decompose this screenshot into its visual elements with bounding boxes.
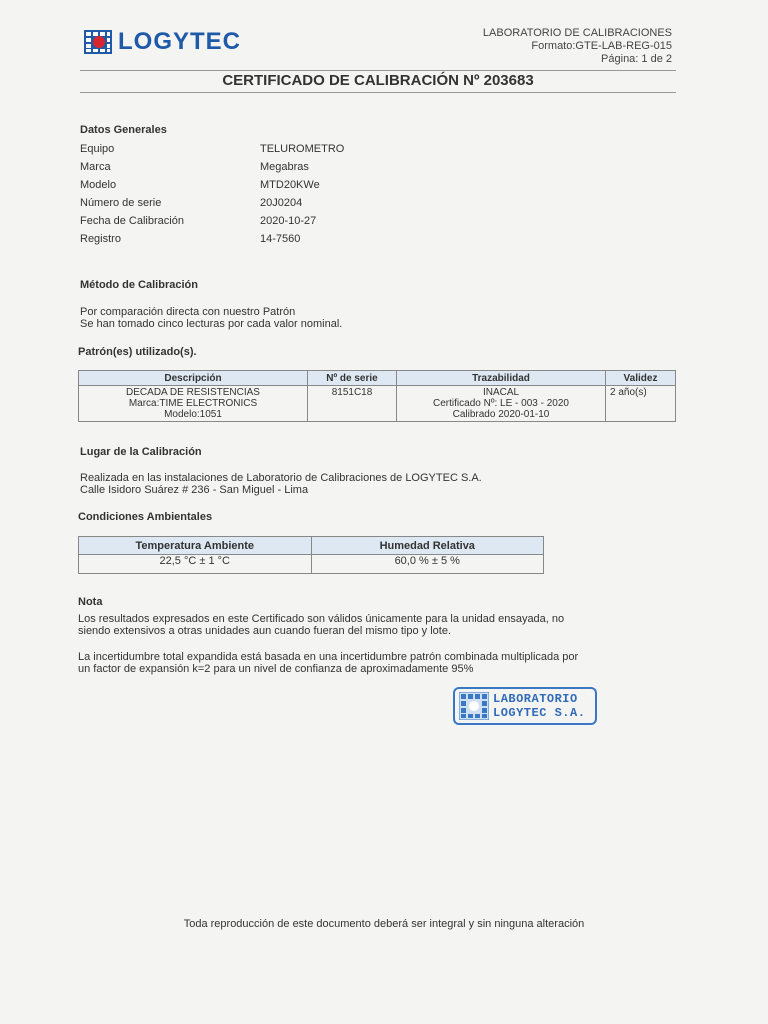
lab-name: LABORATORIO DE CALIBRACIONES <box>482 27 672 39</box>
column-header: Validez <box>606 371 676 386</box>
field-value: TELUROMETRO <box>260 143 345 155</box>
list-item <box>80 230 344 248</box>
logo-text: LOGYTEC <box>118 28 242 55</box>
traceability-line: Certificado Nº: LE - 003 - 2020 <box>433 398 569 409</box>
traceability-cell <box>397 386 606 422</box>
method-heading: Método de Calibración <box>80 279 198 291</box>
title-divider <box>80 92 676 93</box>
note-line: siendo extensivos a otras unidades aun cuando fueran del mismo tipo y lote. <box>78 625 452 637</box>
location-line-2: Calle Isidoro Suárez # 236 - San Miguel - Lima <box>80 484 309 496</box>
patterns-heading: Patrón(es) utilizado(s). <box>78 346 197 358</box>
note-line: un factor de expansión k=2 para un nivel de confianza de aproximadamente 95% <box>78 663 474 675</box>
stamp-line: LOGYTEC S.A. <box>493 706 586 720</box>
note-paragraph-1 <box>78 613 564 637</box>
list-item <box>80 140 344 158</box>
description-line: Modelo:1051 <box>164 409 222 420</box>
stamp-text <box>493 692 585 720</box>
location-heading: Lugar de la Calibración <box>80 446 202 458</box>
page-number: Página: 1 de 2 <box>601 53 672 65</box>
note-line: Los resultados expresados en este Certificado son válidos únicamente para la unidad ensayada, no <box>78 613 565 625</box>
column-header: Descripción <box>79 371 308 386</box>
conditions-table <box>78 536 544 574</box>
column-header: Temperatura Ambiente <box>79 537 312 555</box>
table-row <box>79 386 676 422</box>
humidity-cell: 60,0 % ± 5 % <box>311 555 544 574</box>
stamp-line: LABORATORIO <box>493 692 578 706</box>
field-label: Fecha de Calibración <box>80 215 184 227</box>
table-header-row <box>79 537 544 555</box>
field-label: Registro <box>80 233 121 245</box>
column-header: Trazabilidad <box>397 371 606 386</box>
field-value: Megabras <box>260 161 309 173</box>
logo-grid-icon <box>84 30 112 54</box>
method-line-1: Por comparación directa con nuestro Patrón <box>80 306 296 318</box>
table-header-row <box>79 371 676 386</box>
conditions-heading: Condiciones Ambientales <box>78 511 213 523</box>
field-value: 2020-10-27 <box>260 215 317 227</box>
general-data-heading: Datos Generales <box>80 124 167 136</box>
field-label: Equipo <box>80 143 115 155</box>
footer-notice: Toda reproducción de este documento deberá ser integral y sin ninguna alteración <box>183 918 585 930</box>
page-title: CERTIFICADO DE CALIBRACIÓN Nº 203683 <box>222 72 534 89</box>
description-line: DECADA DE RESISTENCIAS <box>126 387 260 398</box>
field-label: Modelo <box>80 179 117 191</box>
temperature-cell: 22,5 °C ± 1 °C <box>79 555 312 574</box>
field-value: 20J0204 <box>260 197 303 209</box>
list-item <box>80 176 344 194</box>
header-info <box>483 27 672 66</box>
note-line: La incertidumbre total expandida está basada en una incertidumbre patrón combinada multiplicada por <box>78 651 579 663</box>
description-line: Marca:TIME ELECTRONICS <box>128 398 258 409</box>
column-header: Nº de serie <box>308 371 397 386</box>
location-text <box>80 472 482 496</box>
validity-cell: 2 año(s) <box>606 386 676 422</box>
list-item <box>80 212 344 230</box>
field-label: Marca <box>80 161 111 173</box>
field-value: MTD20KWe <box>260 179 320 191</box>
list-item <box>80 194 344 212</box>
field-label: Número de serie <box>80 197 162 209</box>
company-logo <box>84 28 241 56</box>
description-cell <box>79 386 308 422</box>
column-header: Humedad Relativa <box>311 537 544 555</box>
format-code: Formato:GTE-LAB-REG-015 <box>531 40 672 52</box>
stamp-grid-icon <box>459 692 489 720</box>
table-row <box>79 555 544 574</box>
patterns-table <box>78 370 676 422</box>
note-heading: Nota <box>78 596 103 608</box>
note-paragraph-2 <box>78 651 578 675</box>
list-item <box>80 158 344 176</box>
general-data-list <box>80 140 344 248</box>
lab-stamp <box>453 687 597 725</box>
location-line-1: Realizada en las instalaciones de Laboratorio de Calibraciones de LOGYTEC S.A. <box>80 472 482 484</box>
serial-cell: 8151C18 <box>308 386 397 422</box>
method-text <box>80 306 342 330</box>
traceability-line: INACAL <box>482 387 520 398</box>
header-divider <box>80 70 676 71</box>
method-line-2: Se han tomado cinco lecturas por cada valor nominal. <box>80 318 343 330</box>
traceability-line: Calibrado 2020-01-10 <box>452 409 550 420</box>
field-value: 14-7560 <box>260 233 301 245</box>
